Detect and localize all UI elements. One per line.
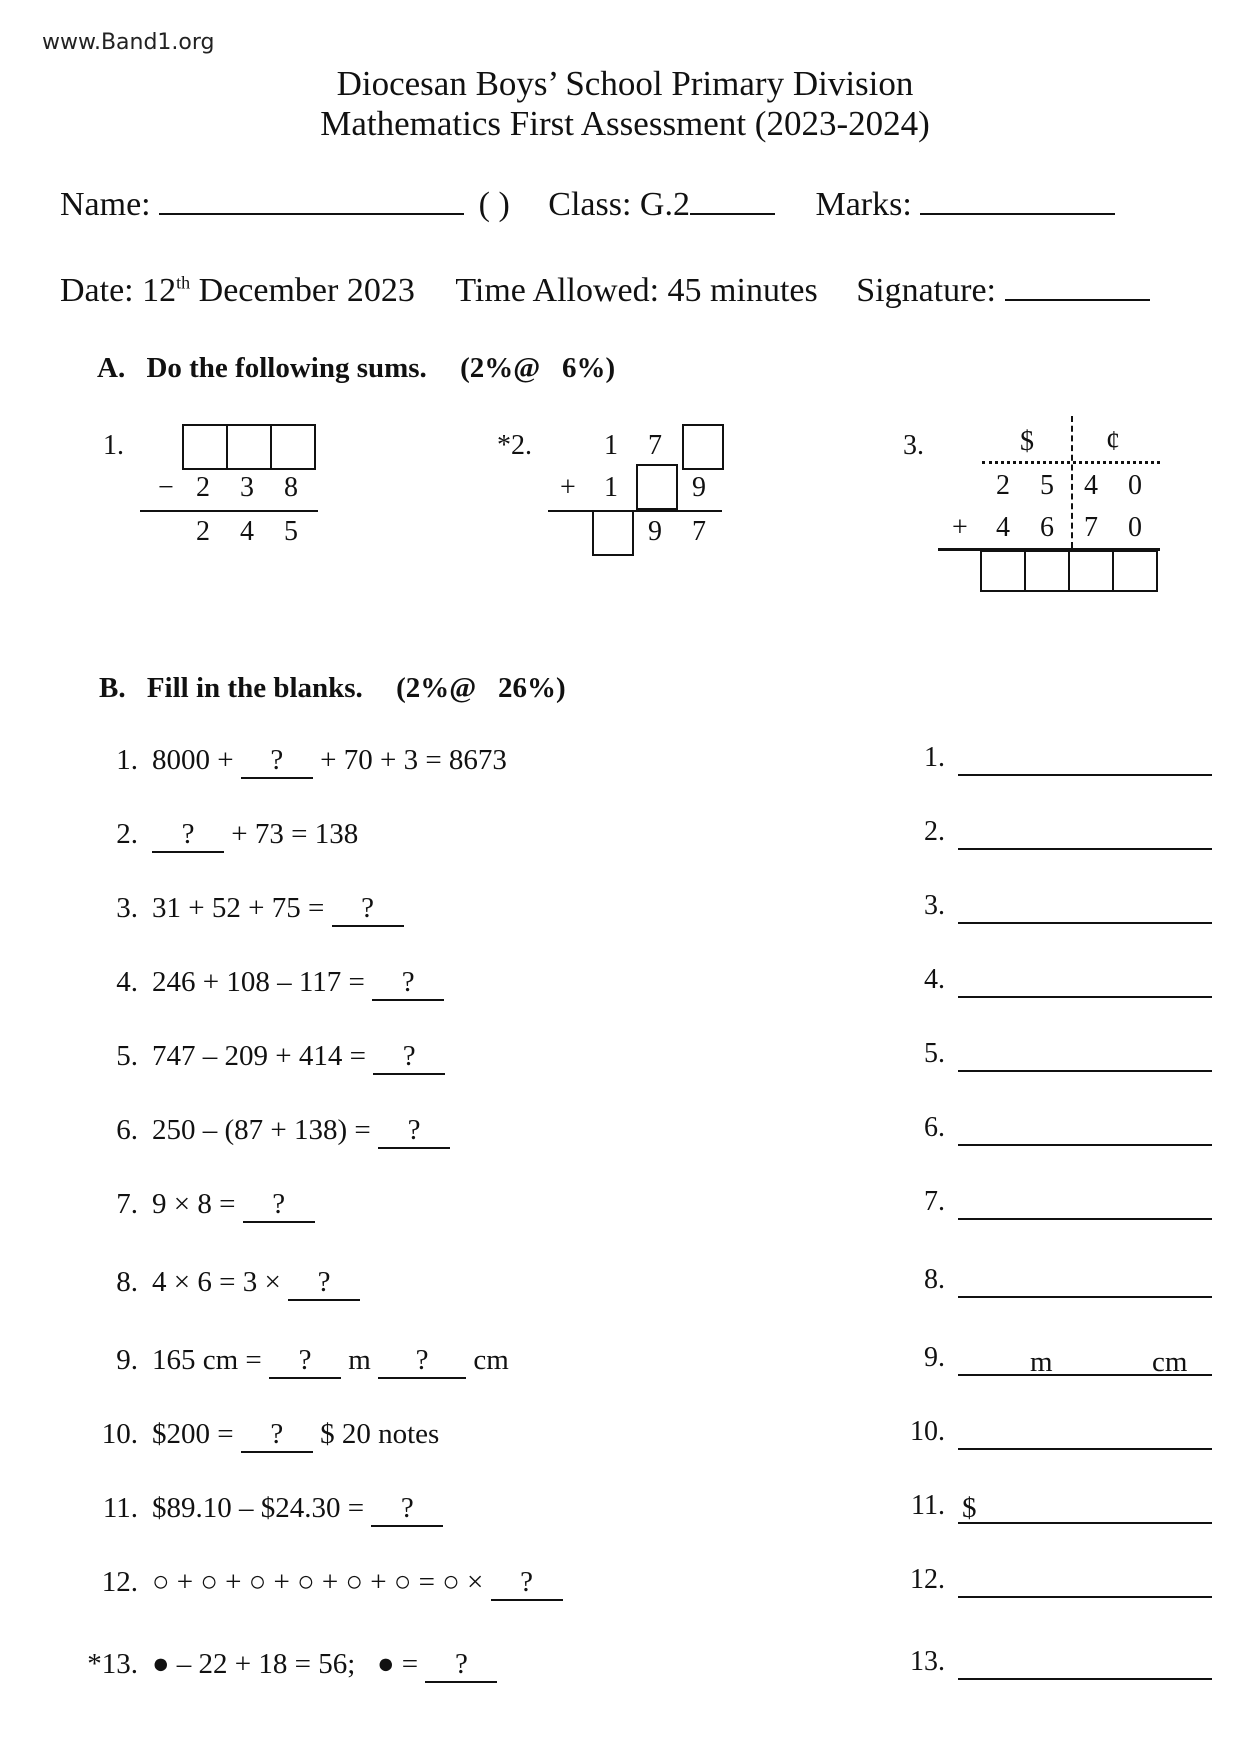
question-number: 8. bbox=[116, 1266, 138, 1298]
answer-number: 3. bbox=[924, 890, 945, 921]
answer-number: 2. bbox=[924, 816, 945, 847]
digit: 3 bbox=[240, 472, 254, 503]
fill-blank-question bbox=[18, 1344, 509, 1379]
school-title: Diocesan Boys’ School Primary Division bbox=[336, 64, 914, 103]
question-text: + 73 = 138 bbox=[224, 818, 359, 850]
answer-line[interactable] bbox=[958, 848, 1212, 850]
answer-number: 11. bbox=[911, 1490, 945, 1521]
question-blank: ? bbox=[371, 1492, 443, 1527]
answer-number: 8. bbox=[924, 1264, 945, 1295]
marks-label: Marks: bbox=[815, 186, 912, 223]
answer-number: 6. bbox=[924, 1112, 945, 1143]
digit: 9 bbox=[692, 472, 706, 503]
plus-sign: + bbox=[952, 512, 968, 543]
digit: 2 bbox=[996, 470, 1010, 501]
answer-box[interactable] bbox=[592, 510, 634, 556]
question-number: *13. bbox=[87, 1648, 138, 1680]
digit: 0 bbox=[1128, 512, 1142, 543]
digit: 4 bbox=[1084, 470, 1098, 501]
question-blank: ? bbox=[152, 818, 224, 853]
digit: 2 bbox=[196, 516, 210, 547]
answer-line[interactable] bbox=[958, 774, 1212, 776]
question-text: cm bbox=[466, 1344, 509, 1376]
question-text: 165 cm = bbox=[152, 1344, 270, 1376]
answer-box[interactable] bbox=[980, 550, 1026, 592]
fill-blank-question bbox=[18, 1114, 450, 1149]
section-letter: A. bbox=[97, 352, 126, 384]
marks-field[interactable] bbox=[920, 187, 1115, 215]
answer-prefix: $ bbox=[962, 1492, 977, 1524]
section-marks: (2%@ 26%) bbox=[396, 672, 566, 704]
digit: 1 bbox=[604, 472, 618, 503]
question-number: 2. bbox=[116, 818, 138, 850]
signature-label: Signature: bbox=[856, 272, 996, 309]
time-allowed: Time Allowed: 45 minutes bbox=[455, 272, 818, 309]
answer-box[interactable] bbox=[1024, 550, 1070, 592]
fill-blank-question bbox=[18, 1266, 360, 1301]
question-blank: ? bbox=[241, 744, 313, 779]
question-number: 7. bbox=[116, 1188, 138, 1220]
question-text: ● – 22 + 18 = 56; ● = bbox=[152, 1648, 426, 1680]
answer-number: 1. bbox=[924, 742, 945, 773]
question-number: *2. bbox=[497, 430, 532, 461]
fill-blank-question bbox=[18, 1566, 563, 1601]
digit: 0 bbox=[1128, 470, 1142, 501]
question-text: $89.10 – $24.30 = bbox=[152, 1492, 372, 1524]
digit: 2 bbox=[196, 472, 210, 503]
question-blank: ? bbox=[378, 1114, 450, 1149]
question-text: 4 × 6 = 3 × bbox=[152, 1266, 289, 1298]
question-blank: ? bbox=[373, 1040, 445, 1075]
answer-line[interactable] bbox=[958, 1218, 1212, 1220]
question-number: 1. bbox=[103, 430, 124, 461]
class-field[interactable] bbox=[690, 187, 775, 215]
exam-title: Mathematics First Assessment (2023-2024) bbox=[320, 104, 930, 143]
digit: 9 bbox=[648, 516, 662, 547]
date-value: December 2023 bbox=[198, 272, 415, 309]
answer-box[interactable] bbox=[226, 424, 272, 470]
answer-line[interactable] bbox=[958, 1144, 1212, 1146]
digit: 7 bbox=[692, 516, 706, 547]
name-field[interactable] bbox=[159, 187, 464, 215]
fill-blank-question bbox=[18, 1188, 315, 1223]
decimal-divider bbox=[1071, 416, 1073, 548]
date-suffix: th bbox=[176, 272, 191, 293]
question-blank: ? bbox=[372, 966, 444, 1001]
fill-blank-question bbox=[18, 1648, 497, 1683]
question-blank: ? bbox=[378, 1344, 466, 1379]
answer-line[interactable] bbox=[958, 1596, 1212, 1598]
answer-line[interactable] bbox=[958, 996, 1212, 998]
answer-line[interactable] bbox=[958, 1678, 1212, 1680]
question-number: 6. bbox=[116, 1114, 138, 1146]
answer-box[interactable] bbox=[636, 464, 678, 510]
digit: 1 bbox=[604, 430, 618, 461]
section-marks: (2%@ 6%) bbox=[460, 352, 616, 384]
answer-unit: cm bbox=[1152, 1346, 1188, 1378]
digit: 4 bbox=[996, 512, 1010, 543]
question-text: 8000 + bbox=[152, 744, 241, 776]
question-text: ○ + ○ + ○ + ○ + ○ + ○ = ○ × bbox=[152, 1566, 491, 1598]
question-text: 250 – (87 + 138) = bbox=[152, 1114, 379, 1146]
question-number: 1. bbox=[116, 744, 138, 776]
answer-line[interactable] bbox=[958, 1070, 1212, 1072]
fill-blank-question bbox=[18, 744, 507, 779]
answer-number: 5. bbox=[924, 1038, 945, 1069]
question-blank: ? bbox=[243, 1188, 315, 1223]
answer-line[interactable] bbox=[958, 1522, 1212, 1524]
watermark: www.Band1.org bbox=[42, 30, 215, 55]
answer-line[interactable] bbox=[958, 922, 1212, 924]
section-b-heading bbox=[99, 672, 566, 705]
digit: 8 bbox=[284, 472, 298, 503]
digit: 5 bbox=[284, 516, 298, 547]
class-label: Class: G.2 bbox=[548, 186, 690, 223]
digit: 7 bbox=[648, 430, 662, 461]
sum-line bbox=[140, 510, 318, 512]
question-blank: ? bbox=[241, 1418, 313, 1453]
section-title: Fill in the blanks. bbox=[146, 672, 363, 704]
question-text: $200 = bbox=[152, 1418, 241, 1450]
question-text: + 70 + 3 = 8673 bbox=[312, 744, 507, 776]
question-number: 12. bbox=[101, 1566, 138, 1598]
section-a-heading bbox=[97, 352, 615, 385]
fill-blank-question bbox=[18, 1418, 439, 1453]
answer-box[interactable] bbox=[1068, 550, 1114, 592]
question-text: 747 – 209 + 414 = bbox=[152, 1040, 374, 1072]
digit: 4 bbox=[240, 516, 254, 547]
digit: 6 bbox=[1040, 512, 1054, 543]
question-blank: ? bbox=[425, 1648, 497, 1683]
question-text: 31 + 52 + 75 = bbox=[152, 892, 332, 924]
fill-blank-question bbox=[18, 892, 404, 927]
sum-line bbox=[548, 510, 722, 512]
section-title: Do the following sums. bbox=[146, 352, 427, 384]
name-label: Name: bbox=[60, 186, 151, 223]
answer-number: 9. bbox=[924, 1342, 945, 1373]
question-number: 10. bbox=[101, 1418, 138, 1450]
answer-box[interactable] bbox=[270, 424, 316, 470]
name-row bbox=[60, 186, 1115, 224]
cent-header: ¢ bbox=[1106, 426, 1120, 457]
question-blank: ? bbox=[288, 1266, 360, 1301]
fill-blank-question bbox=[18, 1040, 445, 1075]
answer-box[interactable] bbox=[1112, 550, 1158, 592]
question-text: m bbox=[341, 1344, 379, 1376]
digit: 7 bbox=[1084, 512, 1098, 543]
question-text: 246 + 108 – 117 = bbox=[152, 966, 373, 998]
fill-blank-question bbox=[18, 1492, 443, 1527]
dollar-header: $ bbox=[1020, 426, 1034, 457]
answer-number: 13. bbox=[910, 1646, 945, 1677]
section-letter: B. bbox=[99, 672, 126, 704]
fill-blank-question bbox=[18, 818, 358, 853]
answer-unit: m bbox=[1030, 1346, 1053, 1378]
answer-box[interactable] bbox=[182, 424, 228, 470]
digit: 5 bbox=[1040, 470, 1054, 501]
answer-line[interactable] bbox=[958, 1448, 1212, 1450]
question-number: 3. bbox=[116, 892, 138, 924]
question-number: 9. bbox=[116, 1344, 138, 1376]
signature-field[interactable] bbox=[1005, 273, 1150, 301]
answer-number: 12. bbox=[910, 1564, 945, 1595]
answer-number: 10. bbox=[910, 1416, 945, 1447]
answer-box[interactable] bbox=[682, 424, 724, 470]
class-number-field[interactable]: ( ) bbox=[478, 186, 510, 223]
date-row bbox=[60, 272, 1150, 310]
answer-line[interactable] bbox=[958, 1296, 1212, 1298]
question-text: 9 × 8 = bbox=[152, 1188, 243, 1220]
question-text: $ 20 notes bbox=[312, 1418, 440, 1450]
answer-number: 4. bbox=[924, 964, 945, 995]
question-number: 3. bbox=[903, 430, 924, 461]
question-number: 11. bbox=[102, 1492, 138, 1524]
question-blank: ? bbox=[491, 1566, 563, 1601]
date-label: Date: 12 bbox=[60, 272, 177, 309]
question-number: 4. bbox=[116, 966, 138, 998]
fill-blank-question bbox=[18, 966, 444, 1001]
question-blank: ? bbox=[269, 1344, 341, 1379]
minus-sign: − bbox=[158, 472, 174, 503]
answer-number: 7. bbox=[924, 1186, 945, 1217]
question-blank: ? bbox=[332, 892, 404, 927]
plus-sign: + bbox=[560, 472, 576, 503]
question-number: 5. bbox=[116, 1040, 138, 1072]
